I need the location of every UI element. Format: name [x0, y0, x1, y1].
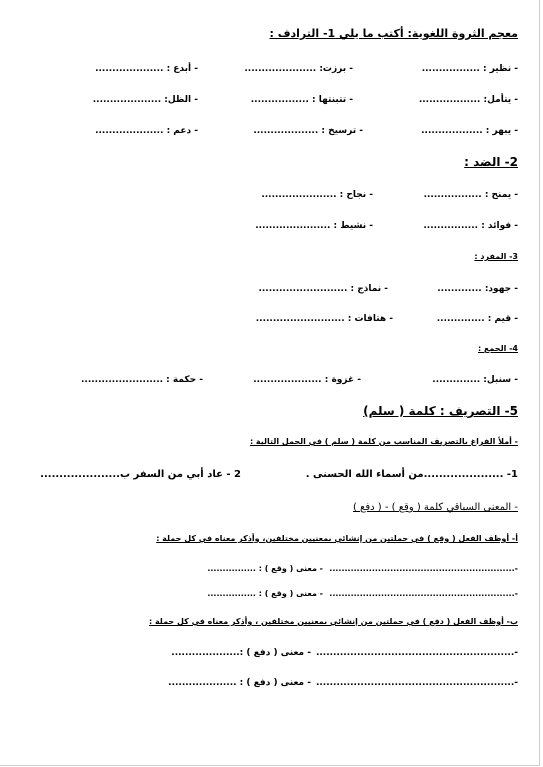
antonym-item: - نشيط : ...................... [255, 221, 373, 231]
sentence-2: 2 - عاد أبي من السفر ب..................... [40, 469, 241, 480]
answer-line: -.......................................................... [315, 678, 518, 688]
singular-heading: 3- المفرد : [474, 252, 518, 261]
singular-item: - نماذج : .......................... [258, 284, 388, 294]
meaning-dafa: - معنى ( دفع ) :.................... [171, 648, 311, 658]
meaning-dafa: - معنى ( دفع ) : .................... [168, 678, 311, 688]
fill-instruction: - أملأ الفراغ بالتصريف المناسب من كلمة ( سلم ) في الجمل التالية : [249, 437, 518, 446]
antonym-item: - يمنح : ................. [423, 190, 518, 200]
antonym-item: - فوائد : ................ [423, 221, 518, 231]
singular-item: - جهود: ............. [437, 284, 518, 294]
antonyms-heading: 2- الضد : [464, 155, 518, 169]
meaning-waqa: - معنى ( وقع ) : ................ [207, 564, 323, 573]
synonym-item: - تتبنتها : ................. [250, 95, 353, 105]
plural-item: - حكمة : ........................ [80, 375, 203, 385]
sentence-1: 1- .....................من أسماء الله الحسنى . [305, 469, 518, 480]
synonym-item: - دعم : .................... [95, 126, 198, 136]
synonym-item: - ترسيخ : ................... [253, 126, 363, 136]
answer-line: -.......................................................... [315, 648, 518, 658]
synonym-item: - يبهر : .................. [421, 126, 518, 136]
synonym-item: - أبدع : .................... [95, 64, 198, 74]
singular-item: - قيم : .............. [436, 314, 518, 324]
part-b-instruction: ب- أوظف الفعل ( دفع ) في جملتين من إنشائي بمعنيين مختلفين ، وأذكر معناه في كل جملة : [148, 617, 518, 626]
synonym-item: - برزت: ..................... [244, 64, 353, 74]
contextual-heading: - المعنى السياقي كلمة ( وقع ) - ( دفع ) [352, 502, 518, 513]
plural-heading: 4- الجمع : [477, 344, 518, 353]
singular-item: - هتافات : .......................... [255, 314, 393, 324]
answer-line: -............................................................. [329, 564, 518, 573]
answer-line: -............................................................. [329, 589, 518, 598]
part-a-instruction: أ- أوظف الفعل ( وقع ) في جملتين من إنشائي بمعنيين مختلفين، وأذكر معناه في كل جملة : [156, 534, 518, 543]
plural-item: - سنبل: .............. [432, 375, 518, 385]
synonym-item: - نظير : ................. [421, 64, 518, 74]
synonym-item: - الظل: .................... [92, 95, 198, 105]
antonym-item: - نجاح : ...................... [261, 190, 373, 200]
vocabulary-heading: معجم الثروة اللغوية: أكتب ما يلي 1- الترادف : [269, 27, 518, 40]
synonym-item: - يتأمل: .................. [418, 95, 518, 105]
plural-item: - غزوة : .................... [253, 375, 361, 385]
conjugation-heading: 5- التصريف : كلمة ( سلم) [363, 404, 518, 418]
meaning-waqa: - معنى ( وقع ) : ................ [207, 589, 323, 598]
